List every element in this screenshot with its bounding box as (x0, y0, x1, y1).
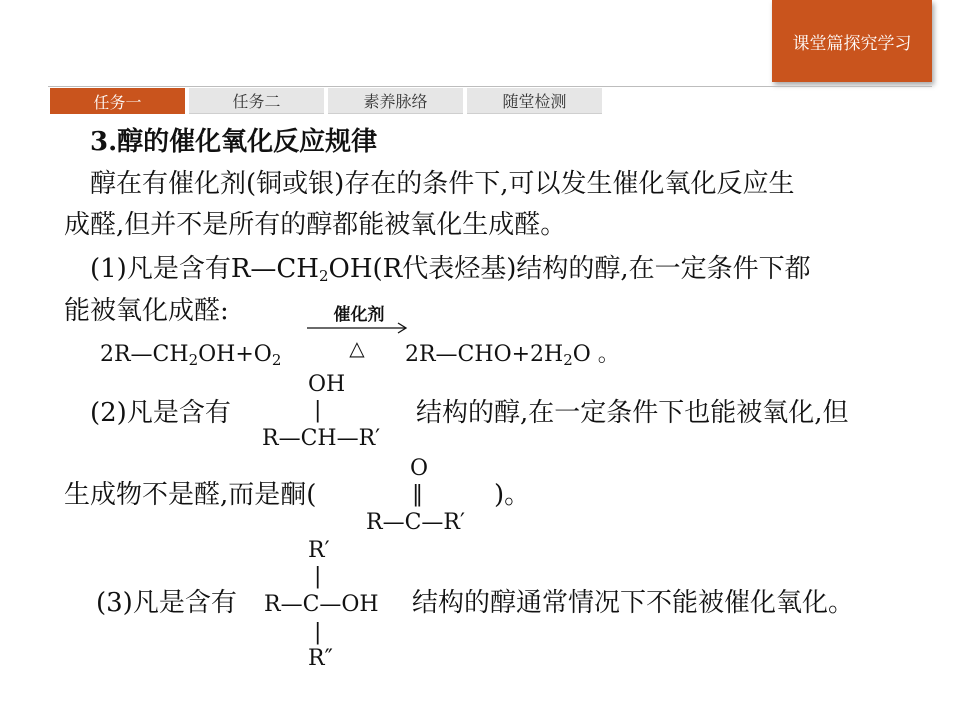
ketone-o: O (410, 456, 429, 481)
rule3-prefix: (3)凡是含有 (96, 588, 237, 618)
eq-right-a: 2R—CHO+2H (405, 342, 564, 367)
struct2-main: R—CH—R′ (262, 426, 381, 451)
catalyst-label: 催化剂 (333, 305, 385, 325)
struct3-main: R—C—OH (264, 592, 379, 617)
rule2-line-2-suffix: )。 (494, 480, 531, 510)
header-divider (48, 86, 932, 87)
struct3-bond-top: | (314, 564, 322, 589)
struct3-top: R′ (308, 538, 330, 563)
rule1-line-2: 能被氧化成醛: (64, 296, 229, 326)
ketone-structure (366, 456, 496, 536)
ketone-double-bond: ‖ (412, 482, 423, 507)
section-heading: 3.醇的催化氧化反应规律 (90, 127, 378, 157)
section-badge (772, 0, 932, 82)
reaction-arrow (305, 298, 413, 362)
tertiary-alcohol-structure (264, 538, 414, 670)
eq-right-sub: 2 (563, 351, 573, 369)
heat-symbol: △ (349, 336, 365, 360)
eq-left-sub2: 2 (271, 351, 282, 369)
tab-literacy-map[interactable]: 素养脉络 (328, 88, 463, 114)
rule2-line-2-prefix: 生成物不是醛,而是酮( (64, 480, 317, 510)
struct2-bond: | (314, 398, 322, 423)
rule2-prefix: (2)凡是含有 (90, 398, 231, 428)
tab-quiz[interactable]: 随堂检测 (467, 88, 602, 114)
secondary-alcohol-structure (262, 372, 412, 452)
rule2-suffix: 结构的醇,在一定条件下也能被氧化,但 (416, 398, 849, 428)
equation-right (405, 340, 620, 375)
tab-task-2[interactable]: 任务二 (189, 88, 324, 114)
eq-left-b: OH+O (198, 342, 272, 367)
intro-line-1: 醇在有催化剂(铜或银)存在的条件下,可以发生催化氧化反应生 (90, 169, 795, 199)
rule1-text-a: (1)凡是含有R—CH (90, 254, 319, 284)
struct2-oh: OH (308, 372, 346, 397)
right-arrow-icon (305, 322, 413, 334)
eq-right-b: O 。 (572, 342, 620, 367)
struct3-bottom: R″ (308, 646, 333, 671)
equation-left (100, 340, 281, 375)
eq-left-sub1: 2 (188, 351, 199, 369)
eq-left-a: 2R—CH (100, 342, 189, 367)
tab-task-1[interactable]: 任务一 (50, 88, 185, 114)
rule1-sub: 2 (318, 267, 329, 285)
intro-line-2: 成醛,但并不是所有的醇都能被氧化生成醛。 (64, 210, 567, 240)
section-badge-label: 课堂篇探究学习 (792, 33, 912, 54)
struct3-bond-bottom: | (314, 620, 322, 645)
rule1-line-1 (90, 254, 811, 291)
rule3-suffix: 结构的醇通常情况下不能被催化氧化。 (412, 588, 855, 618)
task-tabs (50, 88, 606, 114)
rule1-text-b: OH(R代表烃基)结构的醇,在一定条件下都 (328, 254, 811, 284)
ketone-main: R—C—R′ (366, 510, 465, 535)
